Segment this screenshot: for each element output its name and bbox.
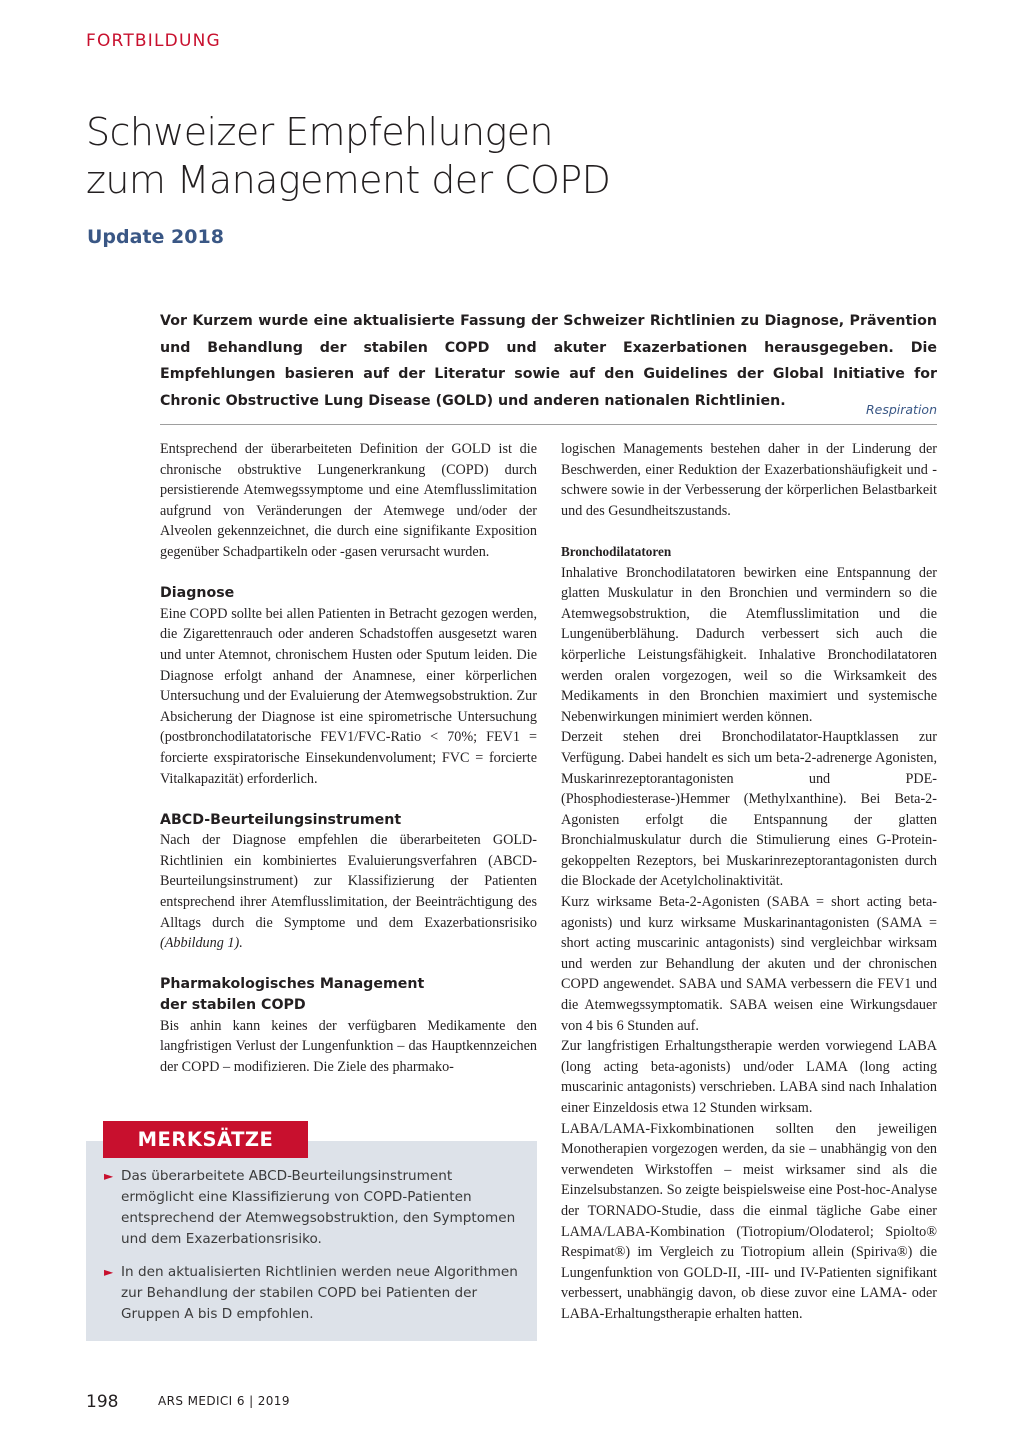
divider <box>160 424 937 425</box>
broncho-paragraph-2: Derzeit stehen drei Bronchodilatator-Hauptklassen zur Verfügung. Dabei handelt es sich um beta-2-adrenerge Agonisten, Muskarinrezeptorantagonisten und PDE-(Phosphodiesterase-)Hemmer (Methylxanthine). Bei Beta-2-Agonisten erfolgt die Entspannung der glatten Bronchialmuskulatur durch die Stimulierung eines G-Protein-gekoppelten Rezeptors, bei Muskarinrezeptorantagonisten durch die Blockade der Acetylcholinaktivität. <box>561 729 937 890</box>
left-column <box>160 439 537 1077</box>
page-number: 198 <box>86 1392 119 1412</box>
diagnose-paragraph: Eine COPD sollte bei allen Patienten in Betracht gezogen werden, die Zigarettenrauch oder anderen Schadstoffen ausgesetzt waren und unter Atemnot, chronischem Husten oder Sputum leiden. Die Diagnose erfolgt anhand der Anamnese, einer körperlichen Untersuchung und der Evaluierung der Atemwegsobstruktion. Zur Absicherung der Diagnose ist eine spirometrische Untersuchung (postbronchodilatatorische FEV1/FVC-Ratio < 70%; FEV1 = forcierte exspiratorische Einsekundenvolument; FVC = forcierte Vitalkapazität) erforderlich. <box>160 605 537 787</box>
continuation-paragraph: logischen Managements bestehen daher in der Linderung der Beschwerden, einer Reduktion der Exazerbationshäufigkeit und -schwere sowie in der Verbesserung der körperlichen Belastbarkeit und des Gesundheitszustands. <box>561 441 937 519</box>
article-subtitle: Update 2018 <box>87 226 224 248</box>
arrow-bullet-icon: ► <box>104 1169 114 1183</box>
merksaetze-list <box>104 1166 524 1337</box>
broncho-paragraph-5: LABA/LAMA-Fixkombinationen sollten den jeweiligen Monotherapien vorgezogen werden, da sie – unabhängig von den verwendeten Wirkstoffen – meist wirksamer sind als die Einzelsubstanzen. So zeigte beispielsweise eine Post-hoc-Analyse der TORNADO-Studie, dass die einmal tägliche Gabe einer LAMA/LABA-Kombination (Tiotropium/Olodaterol; Spiolto® Respimat®) im Vergleich zu Tiotropium allein (Spiriva®) die Lungenfunktion von GOLD-II, -III- und IV-Patienten signifikant verbessert, unabhängig davon, ob diese zuvor eine LAMA- oder LABA-Erhaltungstherapie erhalten hatten. <box>561 1120 937 1322</box>
section-label: FORTBILDUNG <box>86 31 221 51</box>
merksatz-text: Das überarbeitete ABCD-Beurteilungsinstrument ermöglicht eine Klassifizierung von COPD-Patienten entsprechend der Atemwegsobstruktion, den Symptomen und dem Exazerbationsrisiko. <box>121 1168 516 1247</box>
figure-reference: (Abbildung 1). <box>160 935 243 952</box>
intro-paragraph: Entsprechend der überarbeiteten Definition der GOLD ist die chronische obstruktive Lungenerkrankung (COPD) durch persistierende Atemwegssymptome und eine Atemflusslimitation aufgrund von Veränderungen der Atemwege und/oder der Alveolen gekennzeichnet, die durch eine signifikante Exposition gegenüber Schadpartikeln oder -gasen verursacht wurden. <box>160 441 537 560</box>
pharma-paragraph: Bis anhin kann keines der verfügbaren Medikamente den langfristigen Verlust der Lungenfunktion – das Hauptkennzeichen der COPD – modifizieren. Die Ziele des pharmako- <box>160 1017 537 1075</box>
merksatz-text: In den aktualisierten Richtlinien werden neue Algorithmen zur Behandlung der stabilen COPD bei Patienten der Gruppen A bis D empfohlen. <box>121 1264 518 1322</box>
article-title <box>86 108 946 204</box>
heading-abcd: ABCD-Beurteilungsinstrument <box>160 811 402 828</box>
title-line-1: Schweizer Empfehlungen <box>86 110 553 154</box>
spacer <box>561 521 937 542</box>
broncho-paragraph-4: Zur langfristigen Erhaltungstherapie werden vorwiegend LABA (long acting beta-agonists) und/oder LAMA (long acting muscarinic antagonists) verschrieben. LABA sind nach Inhalation einer Einzeldosis etwa 12 Stunden wirksam. <box>561 1038 937 1116</box>
title-line-2: zum Management der COPD <box>86 158 611 202</box>
heading-pharma-line-2: der stabilen COPD <box>160 997 306 1014</box>
heading-pharma-line-1: Pharmakologisches Management <box>160 976 425 993</box>
page-footer <box>86 1392 290 1412</box>
spacer <box>160 563 537 584</box>
spacer <box>160 789 537 810</box>
journal-reference: ARS MEDICI 6 | 2019 <box>158 1394 290 1408</box>
broncho-paragraph-1: Inhalative Bronchodilatatoren bewirken eine Entspannung der glatten Muskulatur in den Bronchien und vermindern so die Atemwegsobstruktion, die Atemflusslimitation und die Lungenüberblähung. Dadurch verbessert sich auch die körperliche Leistungsfähigkeit. Inhalative Bronchodilatatoren werden oralen vorgezogen, weil so die Wirksamkeit des Medikaments in den Bronchien maximiert und systemische Nebenwirkungen minimiert werden können. <box>561 564 937 725</box>
lead-paragraph: Vor Kurzem wurde eine aktualisierte Fassung der Schweizer Richtlinien zu Diagnose, Prävention und Behandlung der stabilen COPD und akuter Exazerbationen herausgegeben. Die Empfehlungen basieren auf der Literatur sowie auf den Guidelines der Global Initiative for Chronic Obstructive Lung Disease (GOLD) und anderen nationalen Richtlinien. <box>160 313 937 409</box>
merksatz-item <box>104 1262 524 1325</box>
spacer <box>160 954 537 975</box>
heading-diagnose: Diagnose <box>160 585 235 602</box>
merksatz-item <box>104 1166 524 1250</box>
abcd-paragraph <box>160 830 537 954</box>
source-tag: Respiration <box>865 402 937 417</box>
arrow-bullet-icon: ► <box>104 1265 114 1279</box>
merksaetze-title: MERKSÄTZE <box>103 1121 308 1158</box>
broncho-paragraph-3: Kurz wirksame Beta-2-Agonisten (SABA = short acting beta-agonists) und kurz wirksame Muskarinantagonisten (SAMA = short acting muscarinic antagonists) sind vergleichbar wirksam und werden zur Behandlung der akuten und der chronischen COPD angewendet. SABA und SAMA verbessern die FEV1 und die Atemwegssymptomatik. SABA weisen eine Wirkungsdauer von 4 bis 6 Stunden auf. <box>561 894 937 1034</box>
heading-bronchodilatatoren: Bronchodilatatoren <box>561 543 672 559</box>
right-column <box>561 439 937 1325</box>
abcd-text: Nach der Diagnose empfehlen die überarbeiteten GOLD-Richtlinien ein kombiniertes Evaluierungsverfahren (ABCD-Beurteilungsinstrument) zur Klassifizierung der Patienten entsprechend ihrer Atemflusslimitation, der Beeinträchtigung des Alltags durch die Symptome und dem Exazerbationsrisiko <box>160 832 537 931</box>
